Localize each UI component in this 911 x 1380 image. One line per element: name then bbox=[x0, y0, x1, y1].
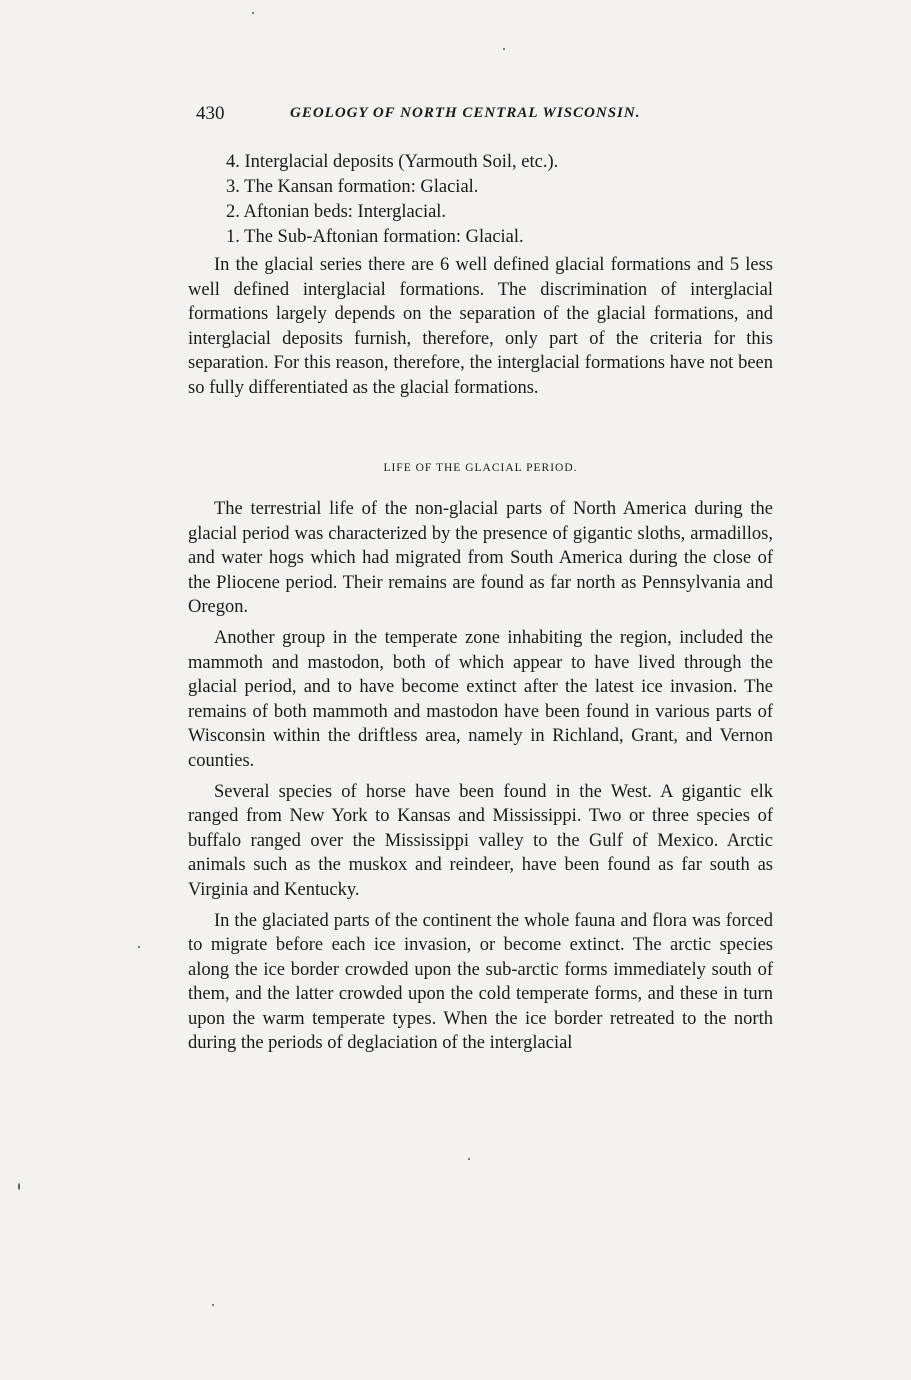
scan-speck bbox=[468, 1158, 470, 1160]
section-heading: LIFE OF THE GLACIAL PERIOD. bbox=[383, 462, 578, 474]
list-item: 1. The Sub-Aftonian formation: Glacial. bbox=[226, 227, 524, 247]
formation-list bbox=[226, 150, 726, 250]
scan-speck bbox=[252, 12, 254, 14]
page-number: 430 bbox=[196, 103, 225, 124]
intro-text bbox=[188, 253, 773, 407]
section-body bbox=[188, 497, 773, 1062]
list-item: 2. Aftonian beds: Interglacial. bbox=[226, 202, 447, 222]
scan-speck bbox=[503, 48, 505, 50]
paragraph: The terrestrial life of the non-glacial parts of North America during the glacial period was characterized by the presence of gigantic sloths, armadillos, and water hogs which had migrated from South America during the close of the Pliocene period. Their remains are found as far north as Pennsylvania and Oregon. bbox=[188, 499, 773, 618]
running-head: GEOLOGY OF NORTH CENTRAL WISCONSIN. bbox=[290, 105, 641, 121]
paragraph: In the glaciated parts of the continent the whole fauna and flora was forced to migrate before each ice invasion, or become extinct. The arctic species along the ice border crowded upon the sub-arctic forms immediately south of them, and the latter crowded upon the cold temperate forms, and these in turn upon the warm temperate types. When the ice border retreated to the north during the periods of deglaciation of the interglacial bbox=[188, 910, 773, 1054]
scan-speck bbox=[212, 1304, 214, 1306]
list-item: 4. Interglacial deposits (Yarmouth Soil, etc.). bbox=[226, 152, 559, 172]
paragraph: Several species of horse have been found in the West. A gigantic elk ranged from New York to Kansas and Mississippi. Two or three species of buffalo ranged over the Mississippi valley to the Gulf of Mexico. Arctic animals such as the muskox and reindeer, have been found as far south as Virginia and Kentucky. bbox=[188, 781, 773, 900]
scan-speck bbox=[138, 946, 140, 948]
list-item: 3. The Kansan formation: Glacial. bbox=[226, 177, 479, 197]
paragraph: In the glacial series there are 6 well defined glacial formations and 5 less well defined interglacial formations. The discrimination of interglacial formations largely depends on the separation of the glacial formations, and interglacial deposits furnish, therefore, only part of the criteria for this separation. For this reason, therefore, the interglacial formations have not been so fully differentiated as the glacial formations. bbox=[188, 255, 773, 398]
scan-speck bbox=[18, 1183, 20, 1190]
page-header bbox=[196, 103, 776, 129]
paragraph: Another group in the temperate zone inhabiting the region, included the mammoth and mastodon, both of which appear to have lived through the glacial period, and to have become extinct after the latest ice invasion. The remains of both mammoth and mastodon have been found in various parts of Wisconsin within the driftless area, namely in Richland, Grant, and Vernon counties. bbox=[188, 627, 773, 771]
